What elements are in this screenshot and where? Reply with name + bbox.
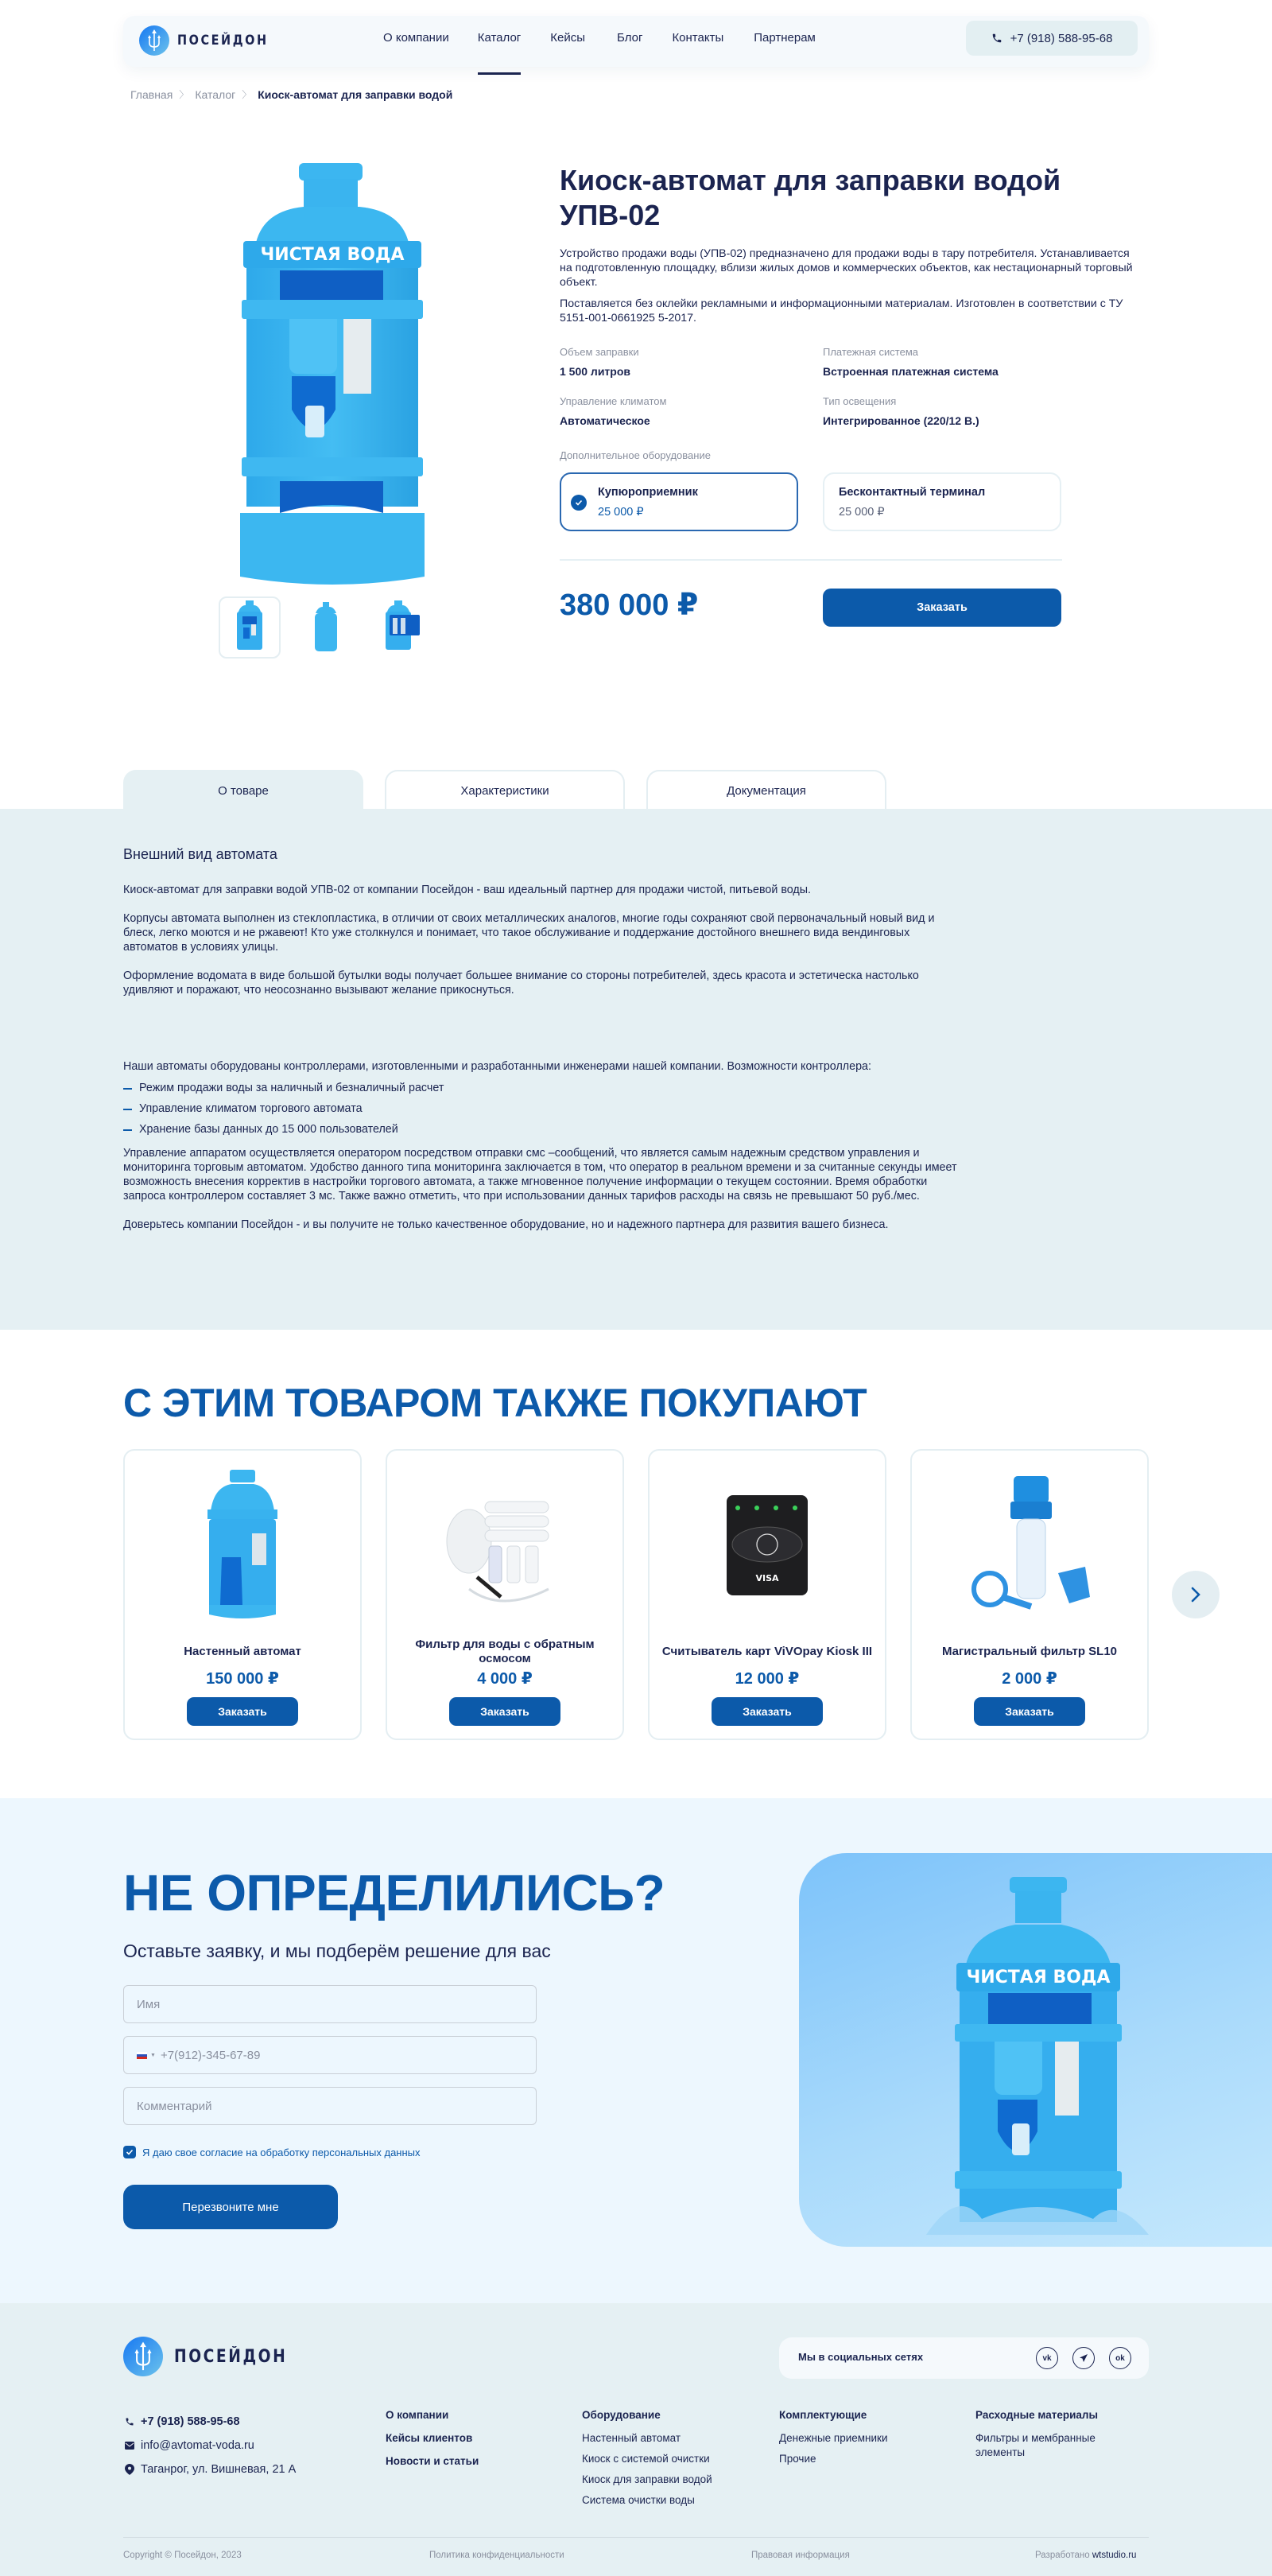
product-image <box>650 1462 885 1629</box>
tab-content <box>0 809 1272 1330</box>
nav-item-partners[interactable]: Партнерам <box>754 31 816 45</box>
description-paragraph: Поставляется без оклейки рекламными и информационными материалам. Изготовлен в соответствии с ТУ 5151-001-0661925 5-2017. <box>560 297 1123 324</box>
footer-link[interactable]: Киоск для заправки водой <box>582 2473 712 2485</box>
product-card[interactable] <box>123 1449 362 1740</box>
product-main-image[interactable] <box>232 163 432 585</box>
tab-documentation[interactable]: Документация <box>646 770 886 810</box>
also-buy-title: С ЭТИМ ТОВАРОМ ТАКЖЕ ПОКУПАЮТ <box>123 1381 867 1425</box>
footer-phone[interactable]: +7 (918) 588-95-68 <box>125 2410 296 2434</box>
product-card[interactable] <box>648 1449 886 1740</box>
name-input[interactable]: Имя <box>123 1985 537 2023</box>
footer-column-consumables <box>975 2408 1119 2466</box>
footer-link[interactable]: Кейсы клиентов <box>386 2432 473 2444</box>
svg-text:ЧИСТАЯ ВОДА: ЧИСТАЯ ВОДА <box>260 245 405 265</box>
social-label: Мы в социальных сетях <box>798 2351 924 2363</box>
odnoklassniki-icon[interactable]: ok <box>1109 2347 1131 2369</box>
thumbnail-2[interactable] <box>295 596 357 659</box>
thumbnail-strip <box>219 596 433 659</box>
about-heading: Внешний вид автомата <box>123 846 277 862</box>
product-price: 4 000 ₽ <box>477 1670 533 1688</box>
developer-credit: Разработано wtstudio.ru <box>1035 2551 1137 2560</box>
map-pin-icon <box>125 2464 134 2475</box>
order-button[interactable]: Заказать <box>449 1697 560 1726</box>
callback-subtitle: Оставьте заявку, и мы подберём решение для вас <box>123 1941 551 1961</box>
footer-column-components <box>779 2408 888 2473</box>
breadcrumb-home[interactable]: Главная <box>130 87 173 101</box>
svg-text:ЧИСТАЯ ВОДА: ЧИСТАЯ ВОДА <box>966 1968 1111 1987</box>
carousel-next-button[interactable] <box>1172 1571 1220 1618</box>
telegram-icon[interactable] <box>1072 2347 1095 2369</box>
consent-label: Я даю свое согласие на обработку персональных данных <box>142 2146 421 2158</box>
order-button[interactable]: Заказать <box>823 589 1061 627</box>
footer-column-heading[interactable]: Комплектующие <box>779 2409 867 2421</box>
chevron-right-icon: 〉 <box>242 89 252 100</box>
mail-icon <box>125 2442 134 2450</box>
check-circle-icon <box>571 495 587 511</box>
product-price: 380 000 ₽ <box>560 589 699 622</box>
footer-address: Таганрог, ул. Вишневая, 21 А <box>125 2457 296 2481</box>
extra-equipment-label: Дополнительное оборудование <box>560 449 711 461</box>
tab-about[interactable]: О товаре <box>123 770 363 810</box>
order-button[interactable]: Заказать <box>974 1697 1085 1726</box>
callback-button[interactable]: Перезвоните мне <box>123 2185 338 2229</box>
order-button[interactable]: Заказать <box>187 1697 298 1726</box>
spec-lighting: Тип освещения Интегрированное (220/12 В.) <box>823 395 979 427</box>
chevron-right-icon <box>1190 1587 1201 1603</box>
footer-link[interactable]: О компании <box>386 2409 449 2421</box>
about-paragraph: Доверьтесь компании Посейдон - и вы получите не только качественное оборудование, но и надежного партнера для развития вашего бизнеса. <box>123 1218 889 1231</box>
footer-link[interactable]: Киоск с системой очистки <box>582 2453 710 2465</box>
phone-icon <box>991 33 1002 44</box>
header-phone-text: +7 (918) 588-95-68 <box>1010 31 1113 45</box>
footer-link[interactable]: Денежные приемники <box>779 2432 888 2444</box>
nav-item-about[interactable]: О компании <box>383 31 449 45</box>
privacy-policy-link[interactable]: Политика конфиденциальности <box>429 2551 564 2560</box>
legal-info-link[interactable]: Правовая информация <box>751 2551 850 2560</box>
option-name: Купюроприемник <box>598 486 698 499</box>
about-paragraph: Наши автоматы оборудованы контроллерами, изготовленными и разработанными инженерами нашей компании. Возможности контроллера: <box>123 1060 871 1073</box>
callback-kiosk-image <box>799 1853 1272 2247</box>
controller-features-list <box>123 1081 958 1136</box>
nav-item-contacts[interactable]: Контакты <box>672 31 724 45</box>
nav-item-cases[interactable]: Кейсы <box>550 31 586 45</box>
product-name: Фильтр для воды с обратным осмосом <box>415 1638 595 1665</box>
vk-icon[interactable]: vk <box>1036 2347 1058 2369</box>
footer-logo-text: ПОСЕЙДОН <box>174 2346 288 2367</box>
product-image <box>912 1462 1147 1629</box>
chevron-right-icon: 〉 <box>179 89 189 100</box>
nav-item-blog[interactable]: Блог <box>617 31 643 45</box>
related-products-carousel <box>123 1449 1149 1740</box>
header-phone-button[interactable] <box>966 21 1138 56</box>
option-price: 25 000 ₽ <box>598 506 644 519</box>
divider <box>560 559 1062 561</box>
list-item: Управление климатом торгового автомата <box>123 1102 958 1116</box>
breadcrumb-current: Киоск-автомат для заправки водой <box>258 87 453 101</box>
product-title: Киоск-автомат для заправки водой УПВ-02 <box>560 164 1061 231</box>
footer-link[interactable]: Система очистки воды <box>582 2494 695 2506</box>
main-nav <box>383 16 816 67</box>
list-item: Режим продажи воды за наличный и безналичный расчет <box>123 1081 958 1095</box>
breadcrumb-catalog[interactable]: Каталог <box>195 87 236 101</box>
logo-text: ПОСЕЙДОН <box>177 33 269 49</box>
option-contactless-terminal[interactable] <box>823 472 1061 531</box>
product-price: 2 000 ₽ <box>1002 1670 1057 1688</box>
footer-email[interactable]: info@avtomat-voda.ru <box>125 2434 296 2457</box>
footer-column-heading[interactable]: Оборудование <box>582 2409 661 2421</box>
product-price: 12 000 ₽ <box>735 1670 800 1688</box>
nav-item-catalog[interactable]: Каталог <box>478 16 522 67</box>
comment-input[interactable]: Комментарий <box>123 2087 537 2125</box>
product-tabs <box>123 770 886 810</box>
about-paragraph: Управление аппаратом осуществляется оператором посредством отправки смс –сообщений, что является самым надежным средством управления и мониторинга торговым автоматом. Удобство данного типа мониторинга заключается в том, что оператор в реальном времени и за считанные секунды имеет возможность внесения корректив в настройки торгового автомата, а также мгновенное получение информации о текущем состоянии. Время обработки запроса контроллером составляет 3 мс. Также важно отметить, что при использовании данных тарифов расходы на связь не превышают 50 руб./мес. <box>123 1147 957 1203</box>
product-name: Считыватель карт ViVOpay Kiosk III <box>661 1645 873 1658</box>
footer-column-heading[interactable]: Расходные материалы <box>975 2409 1099 2421</box>
option-bill-acceptor[interactable] <box>560 472 798 531</box>
order-button[interactable]: Заказать <box>712 1697 823 1726</box>
product-price: 150 000 ₽ <box>206 1670 279 1688</box>
russia-flag-icon <box>137 2052 147 2059</box>
product-card[interactable] <box>910 1449 1149 1740</box>
logo[interactable] <box>139 25 285 56</box>
consent-checkbox[interactable] <box>123 2146 421 2158</box>
callback-title: НЕ ОПРЕДЕЛИЛИСЬ? <box>123 1864 665 1921</box>
phone-icon <box>125 2417 134 2426</box>
option-price: 25 000 ₽ <box>839 506 885 519</box>
spec-volume: Объем заправки 1 500 литров <box>560 346 639 378</box>
description-paragraph: Устройство продажи воды (УПВ-02) предназначено для продажи воды в тару потребителя. Устанавливается на подготовленную площадку, вблизи жилых домов и коммерческих объектов, как нестационарный торговый объект. <box>560 247 1133 289</box>
footer-logo[interactable] <box>123 2337 307 2376</box>
tab-characteristics[interactable]: Характеристики <box>385 770 625 810</box>
developer-link[interactable]: wtstudio.ru <box>1092 2551 1137 2560</box>
dropdown-caret-icon: ▼ <box>150 2052 156 2058</box>
footer-link[interactable]: Новости и статьи <box>386 2455 479 2467</box>
thumbnail-3[interactable] <box>371 596 433 659</box>
trident-logo-icon <box>139 25 169 56</box>
footer-column-equipment <box>582 2408 712 2514</box>
trident-logo-icon <box>123 2337 163 2376</box>
breadcrumb <box>130 87 452 101</box>
footer-link[interactable]: Настенный автомат <box>582 2432 681 2444</box>
svg-text:VISA: VISA <box>755 1573 779 1583</box>
about-paragraph: Корпусы автомата выполнен из стеклопластика, в отличии от своих металлических аналогов, многие годы сохраняют свой первоначальный новый вид и блеск, легко моются и не ржавеют! Кто уже столкнулся и понимает, что такое обслуживание и поддержание достойного внешнего вида вендинговых автоматов в условиях улицы. <box>123 912 935 954</box>
product-image <box>387 1462 622 1629</box>
footer-link[interactable]: Фильтры и мембранные элементы <box>975 2432 1096 2458</box>
spec-climate: Управление климатом Автоматическое <box>560 395 667 427</box>
footer-link[interactable]: Прочие <box>779 2453 816 2465</box>
thumbnail-1[interactable] <box>219 596 281 659</box>
footer-links <box>386 2408 479 2477</box>
product-description <box>560 247 1140 332</box>
list-item: Хранение базы данных до 15 000 пользователей <box>123 1122 958 1136</box>
about-paragraph: Оформление водомата в виде большой бутылки воды получает большее внимание со стороны потребителей, здесь красота и эстетическа настолько удивляют и поражают, что неосознанно вызывают желание прикоснуться. <box>123 969 919 997</box>
product-image <box>125 1462 360 1629</box>
product-name: Настенный автомат <box>184 1645 301 1658</box>
option-name: Бесконтактный терминал <box>839 486 986 499</box>
product-name: Магистральный фильтр SL10 <box>942 1645 1117 1658</box>
social-block <box>779 2337 1149 2379</box>
product-card[interactable] <box>386 1449 624 1740</box>
footer-divider <box>123 2537 1149 2538</box>
checkbox-checked-icon <box>123 2146 136 2158</box>
footer-contacts <box>125 2410 296 2481</box>
spec-payment: Платежная система Встроенная платежная система <box>823 346 999 378</box>
about-paragraph: Киоск-автомат для заправки водой УПВ-02 от компании Посейдон - ваш идеальный партнер для продажи чистой, питьевой воды. <box>123 884 811 896</box>
site-header <box>123 16 1149 67</box>
copyright: Copyright © Посейдон, 2023 <box>123 2551 242 2560</box>
phone-input[interactable]: ▼ +7(912)-345-67-89 <box>123 2036 537 2074</box>
